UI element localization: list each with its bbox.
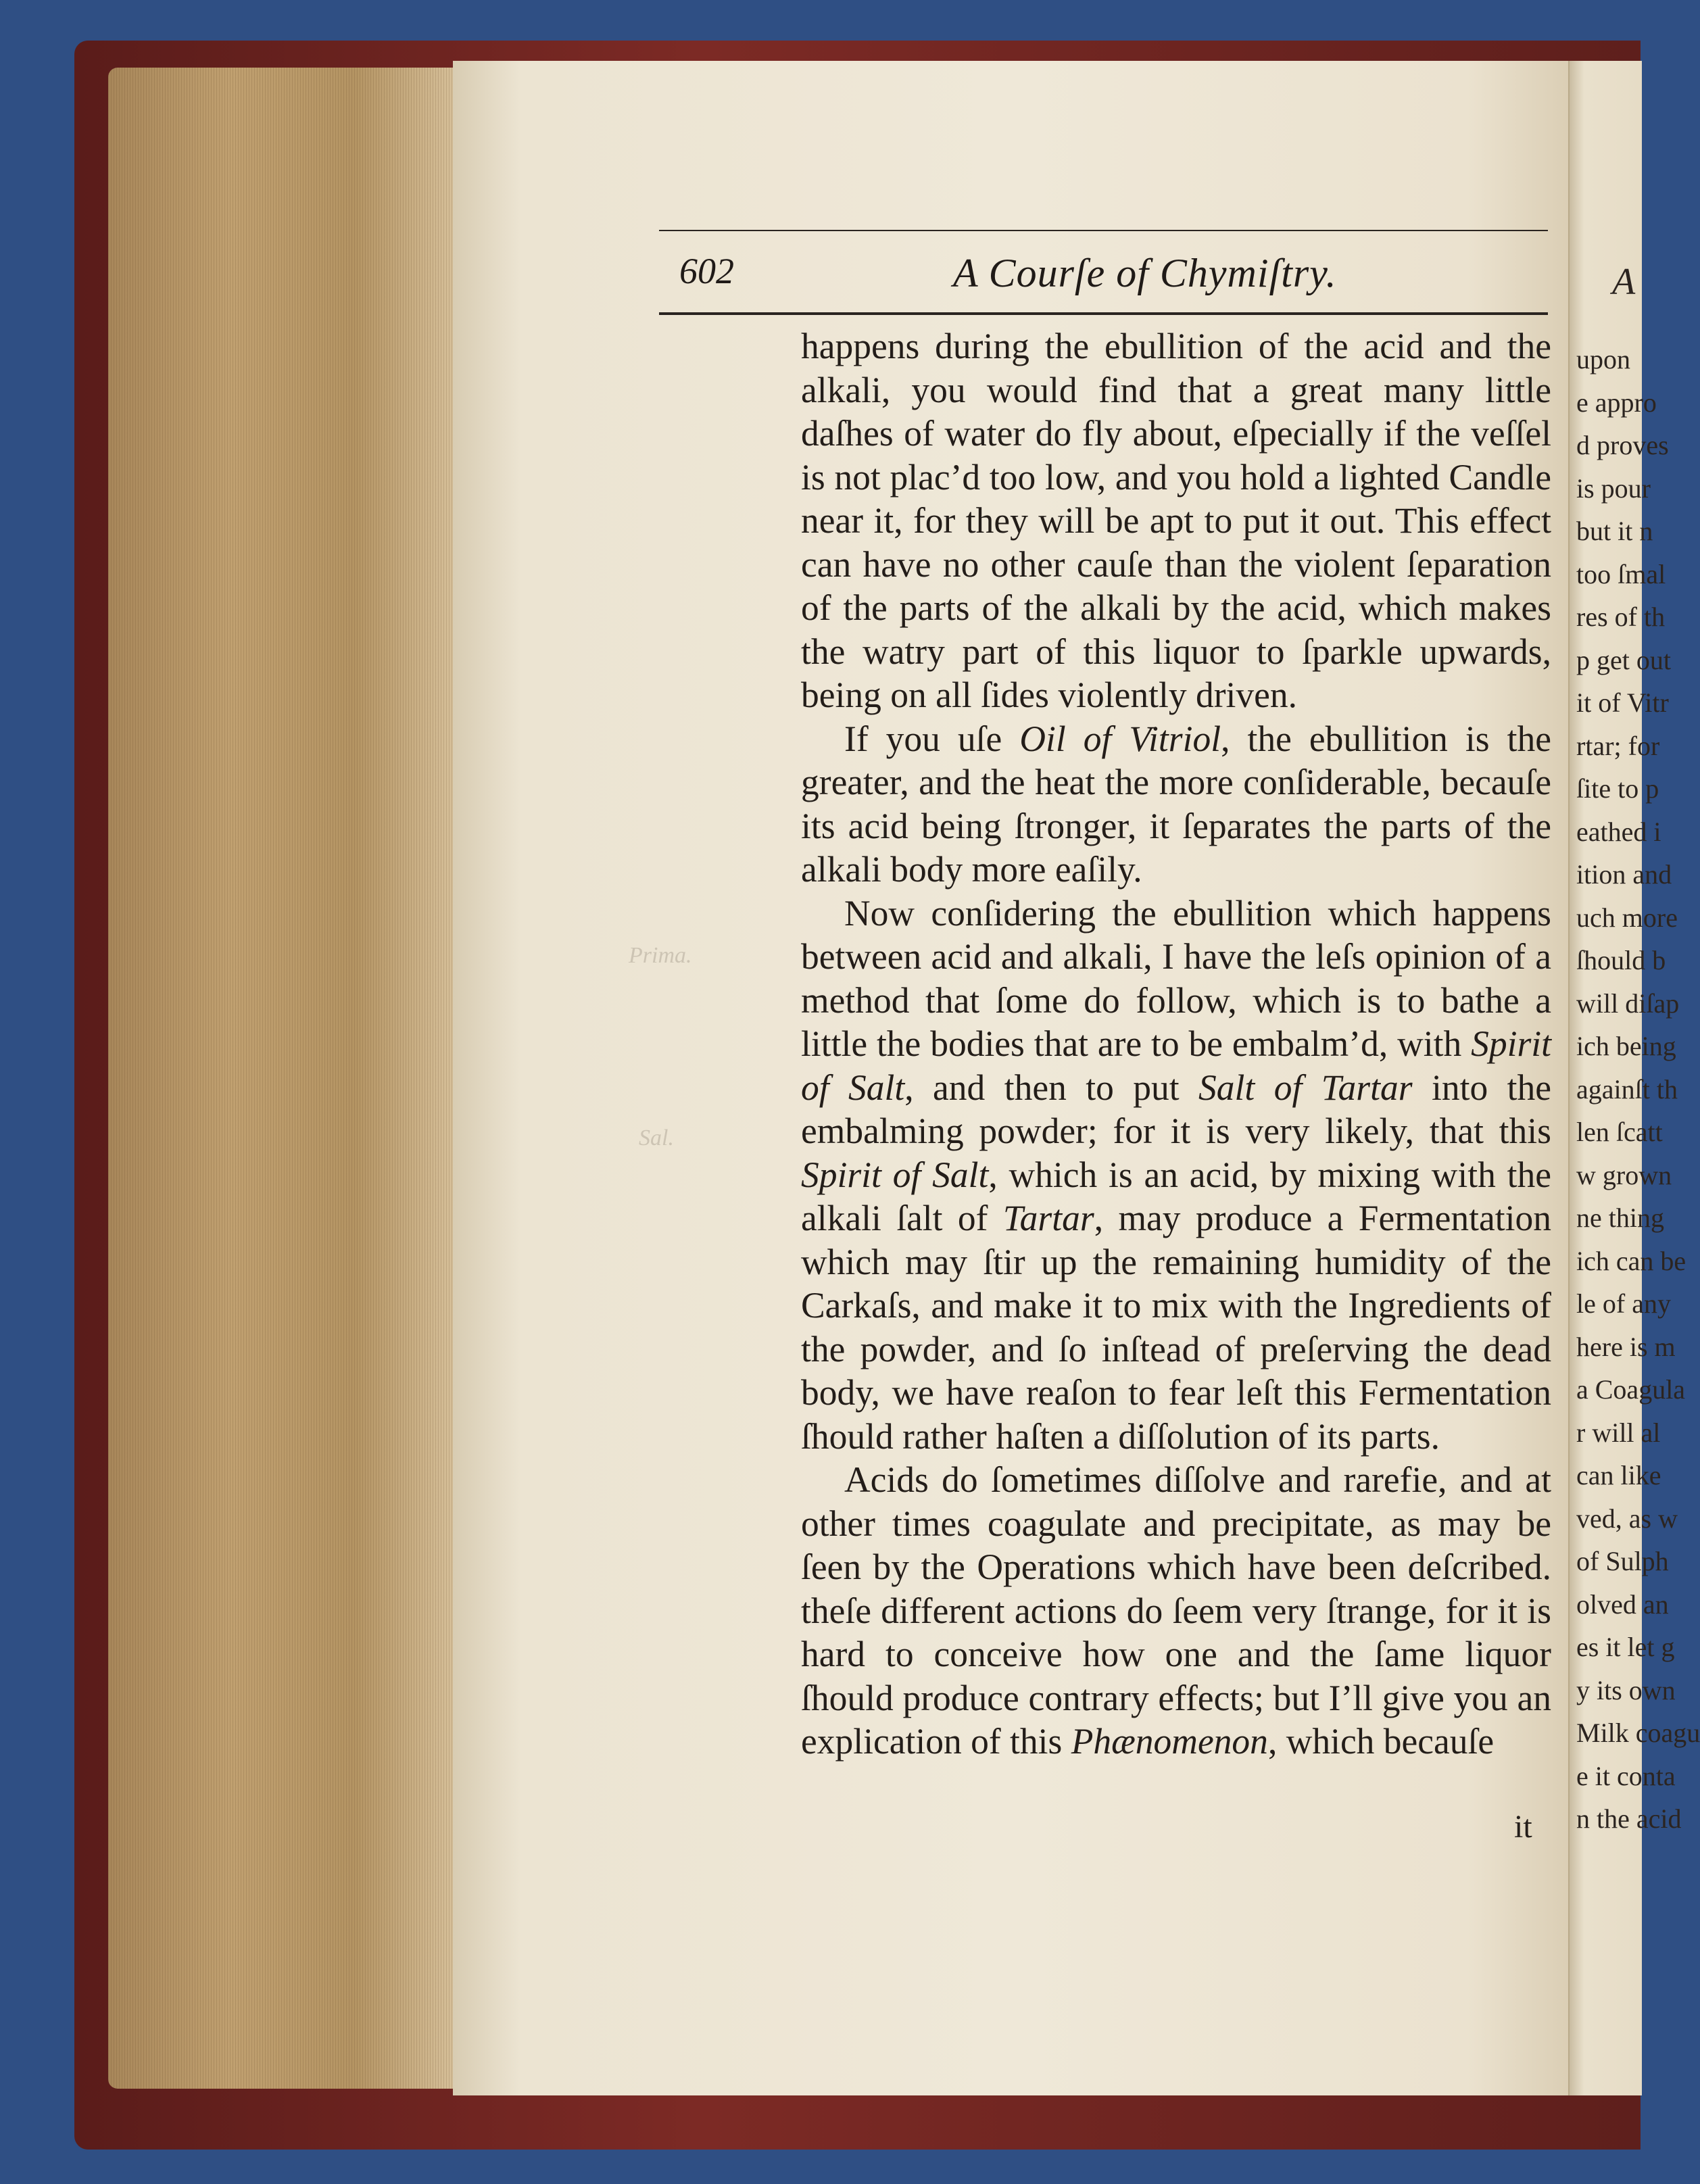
next-page-fragment: n the acid (1576, 1803, 1682, 1834)
next-page-fragment: ſite to p (1576, 773, 1659, 804)
next-page-fragment: eathed i (1576, 816, 1661, 847)
header-rule-bottom (659, 312, 1548, 315)
next-page-fragment: a Coagula (1576, 1374, 1686, 1405)
next-page-fragment: ne thing (1576, 1203, 1664, 1233)
text-run: into the embalming powder; for it is very likely, that this (801, 1067, 1551, 1151)
next-page-fragment: againſt th (1576, 1073, 1678, 1105)
next-page-fragment: e it conta (1576, 1760, 1676, 1791)
text-run: , the ebullition is the greater, and the heat the more conſiderable, becauſe its acid being ſtronger, it ſeparates the parts of the alkali body more eaſily. (801, 718, 1551, 890)
running-title: A Courſe of Chymiſtry. (953, 251, 1337, 295)
next-page-fragment: w grown (1576, 1159, 1672, 1190)
next-page-fragment: len ſcatt (1576, 1117, 1663, 1147)
next-page-fragment: ition and (1576, 859, 1672, 890)
text-run: , which is an acid, by mixing with the alkali ſalt of (801, 1154, 1551, 1238)
next-page-fragment: can like (1576, 1460, 1661, 1490)
next-page-fragment: d proves (1576, 430, 1669, 460)
next-page-fragment: is pour (1576, 472, 1651, 504)
next-page-fragment: e appro (1576, 387, 1657, 418)
bleed-through-note: Prima. (629, 943, 692, 968)
next-page-fragment: res of th (1576, 602, 1666, 632)
italic-text: Spirit of Salt (801, 1023, 1551, 1108)
text-run: happens during the ebullition of the acid and the alkali, you would find that a great many little daſhes of water do fly about, eſpecially if the veſſel is not plac’d too low, and you hold a lighted Candle near it, for they will be apt to put it out. This effect can have no other cauſe than the violent ſeparation of the parts of the alkali by the acid, which makes the watry part of this liquor to ſparkle upwards, being on all ſides violently driven. (801, 326, 1551, 715)
next-page-fragment: upon (1576, 344, 1630, 374)
next-page-fragment: ved, as w (1576, 1503, 1678, 1534)
italic-text: Spirit of Salt (801, 1154, 989, 1195)
next-page-fragment: of Sulph (1576, 1546, 1669, 1576)
italic-text: Tartar (1002, 1198, 1094, 1238)
paragraph (801, 324, 1551, 717)
text-run: , may produce a Fermentation which may ſtir up the remaining humidity of the Carkaſs, and make it to mix with the Ingredients of the powder, and ſo inſtead of preſerving the dead body, we have reaſon to fear leſt this Fermentation ſhould rather haſten a diſſolution of its parts. (801, 1198, 1551, 1457)
header-rule-top (659, 230, 1548, 231)
next-page-fragment: ich being (1576, 1031, 1676, 1061)
next-page-fragment: uch more (1576, 902, 1678, 933)
next-page-fragment: but it n (1576, 516, 1653, 546)
text-run: Now conſidering the ebullition which happens between acid and alkali, I have the leſs opinion of a method that ſome do follow, which is to bathe a little the bodies that are to be embalm’d, with (801, 892, 1551, 1064)
italic-text: Salt of Tartar (1198, 1067, 1413, 1108)
italic-text: Phænomenon (1071, 1721, 1268, 1762)
next-page-fragment: r will al (1576, 1417, 1661, 1448)
next-page-fragment: le of any (1576, 1288, 1671, 1319)
next-page-fragment: olved an (1576, 1588, 1669, 1620)
next-page-fragment: here is m (1576, 1331, 1676, 1362)
text-run: If you uſe (844, 718, 1020, 759)
next-page-fragment: rtar; for (1576, 730, 1660, 761)
text-run: Acids do ſometimes diſſolve and rarefie, and at other times coagulate and precipitate, as may be ſeen by the Operations which have been deſcribed. theſe different actions do ſeem very ſtrange, for it is hard to conceive how one and the ſame liquor ſhould produce contrary effects; but I’ll give you an explication of this (801, 1459, 1551, 1762)
italic-text: Oil of Vitriol (1019, 718, 1221, 759)
next-page-fragment: too ſmal (1576, 558, 1666, 589)
next-page-running-head: A (1612, 261, 1636, 303)
next-page-fragment: y its own (1576, 1674, 1676, 1705)
paragraph (801, 1458, 1551, 1764)
running-head (656, 250, 1548, 297)
next-page-fragment: ſhould b (1576, 945, 1666, 975)
next-page-fragment: will diſap (1576, 988, 1680, 1019)
page-number: 602 (679, 251, 734, 291)
next-page-fragment: Milk coagu (1576, 1718, 1700, 1748)
next-page-fragment: p get out (1576, 644, 1671, 675)
catchword: it (1514, 1809, 1532, 1845)
paragraph (801, 717, 1551, 892)
next-page-fragment: ich can be (1576, 1245, 1686, 1276)
body-text (801, 324, 1551, 1764)
bleed-through-note: Sal. (639, 1125, 674, 1150)
next-page-text-fragments (1576, 338, 1700, 1841)
next-page-fragment: es it let g (1576, 1632, 1675, 1662)
page-edges (108, 68, 460, 2089)
paragraph (801, 892, 1551, 1459)
text-run: , which becauſe (1267, 1721, 1495, 1762)
text-run: , and then to put (904, 1067, 1199, 1108)
next-page-fragment: it of Vitr (1576, 687, 1669, 718)
